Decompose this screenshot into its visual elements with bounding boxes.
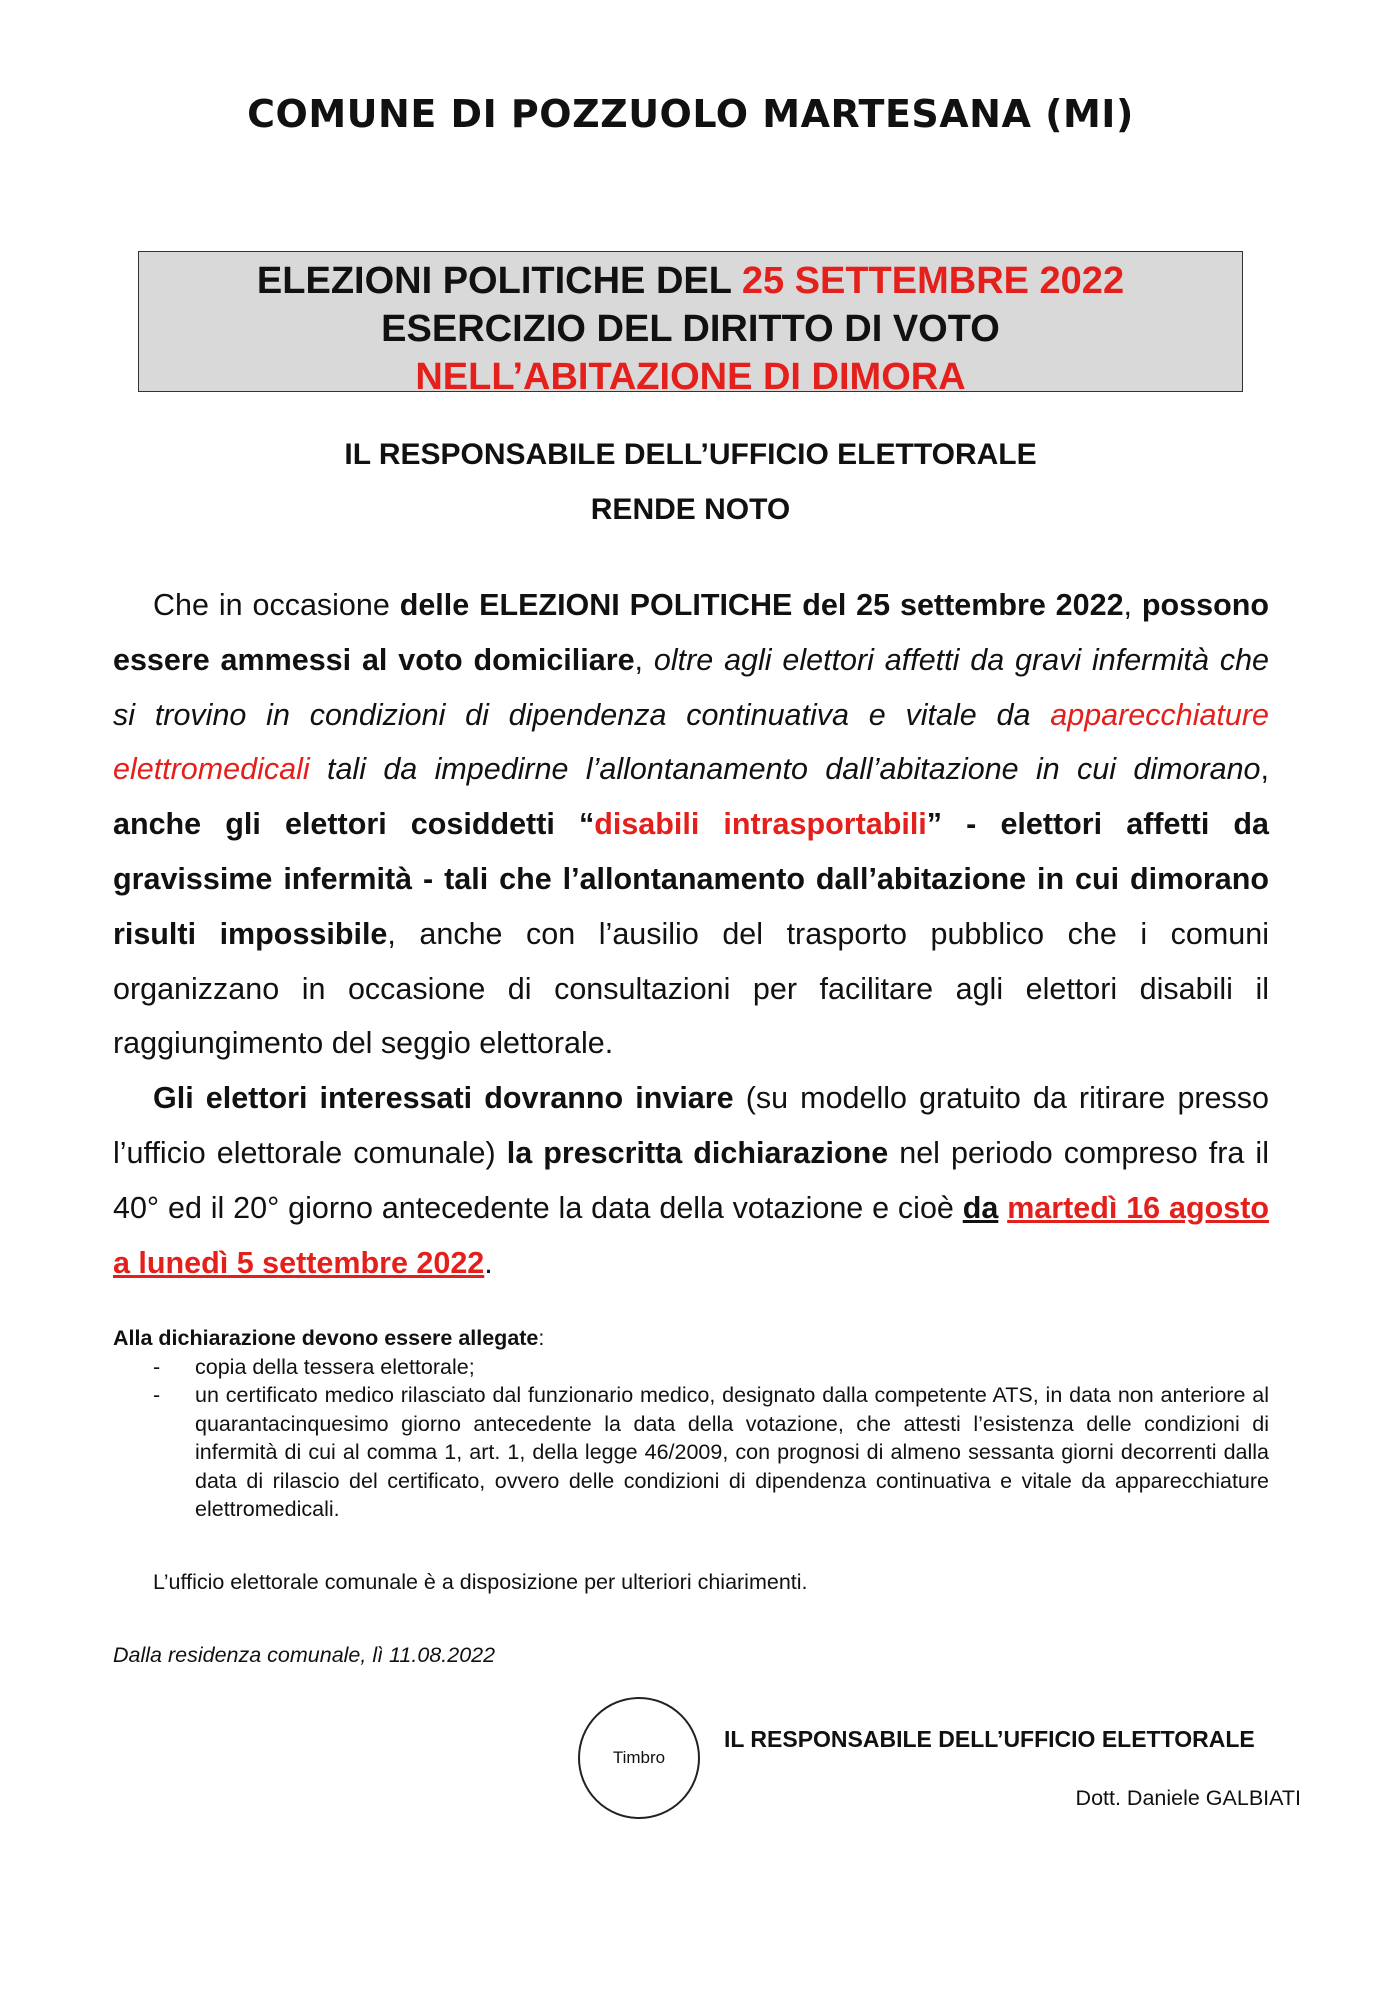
paragraph-eligibility: Che in occasione delle ELEZIONI POLITICHE del 25 settembre 2022, possono essere ammessi al voto domiciliare, oltre agli elettori affetti da gravi infermità che si trovino in condizioni di dipendenza continuativa e vitale da apparecchiature elettromedicali tali da impedirne l’allontanamento dall’abitazione in cui dimorano, anche gli elettori cosiddetti “disabili intrasportabili” - elettori affetti da gravissime infermità - tali che l’allontanamento dall’abitazione in cui dimorano risulti impossibile, anche con l’ausilio del trasporto pubblico che i comuni organizzano in occasione di consultazioni per facilitare agli elettori disabili il raggiungimento del seggio elettorale.	[113, 588, 1270, 1061]
responsible-heading: IL RESPONSABILE DELL’UFFICIO ELETTORALE	[344, 438, 1037, 471]
list-item: - un certificato medico rilasciato dal funzionario medico, designato dalla competente ATS, in data non anteriore al quarantacinquesimo giorno antecedente la data della votazione, che attesti l’esistenza delle condizioni di infermità di cui al comma 1, art. 1, della legge 46/2009, con prognosi di almeno sessanta giorni decorrenti dalla data di rilascio del certificato, ovvero delle condizioni di dipendenza continuativa e vitale da apparecchiature elettromedicali.	[153, 1383, 1269, 1521]
paragraph-deadline: Gli elettori interessati dovranno inviare (su modello gratuito da ritirare presso l’ufficio elettorale comunale) la prescritta dichiarazione nel periodo compreso fra il 40° ed il 20° giorno antecedente la data della votazione e cioè da martedì 16 agosto a lunedì 5 settembre 2022.	[113, 1081, 1269, 1280]
notice-heading: RENDE NOTO	[590, 493, 791, 526]
list-item: - copia della tessera elettorale;	[113, 1353, 1269, 1382]
banner-line-1	[139, 257, 1242, 305]
signature-title: IL RESPONSABILE DELL’UFFICIO ELETTORALE	[724, 1726, 1255, 1752]
page-title: COMUNE DI POZZUOLO MARTESANA (MI)	[247, 92, 1134, 136]
attachments-heading: Alla dichiarazione devono essere allegate:	[113, 1326, 545, 1350]
attachments-section	[113, 1324, 1269, 1524]
banner-line-1-prefix: ELEZIONI POLITICHE DEL	[256, 260, 742, 302]
attachments-list	[113, 1353, 1269, 1524]
bullet-dash: -	[153, 1354, 161, 1379]
office-note: L’ufficio elettorale comunale è a disposizione per ulteriori chiarimenti.	[153, 1570, 808, 1594]
announcement-banner	[138, 251, 1243, 398]
deadline-period: martedì 16 agosto a lunedì 5 settembre 2022	[113, 1190, 1269, 1280]
stamp-circle	[578, 1697, 700, 1819]
signature-name: Dott. Daniele GALBIATI	[1075, 1786, 1301, 1810]
bullet-dash: -	[153, 1383, 161, 1407]
banner-line-3: NELL’ABITAZIONE DI DIMORA	[415, 356, 966, 398]
banner-line-2: ESERCIZIO DEL DIRITTO DI VOTO	[381, 308, 1000, 350]
stamp-label: Timbro	[612, 1748, 666, 1767]
notice-body	[113, 578, 1269, 1290]
place-date: Dalla residenza comunale, lì 11.08.2022	[113, 1643, 496, 1667]
banner-election-date: 25 SETTEMBRE 2022	[741, 260, 1125, 302]
